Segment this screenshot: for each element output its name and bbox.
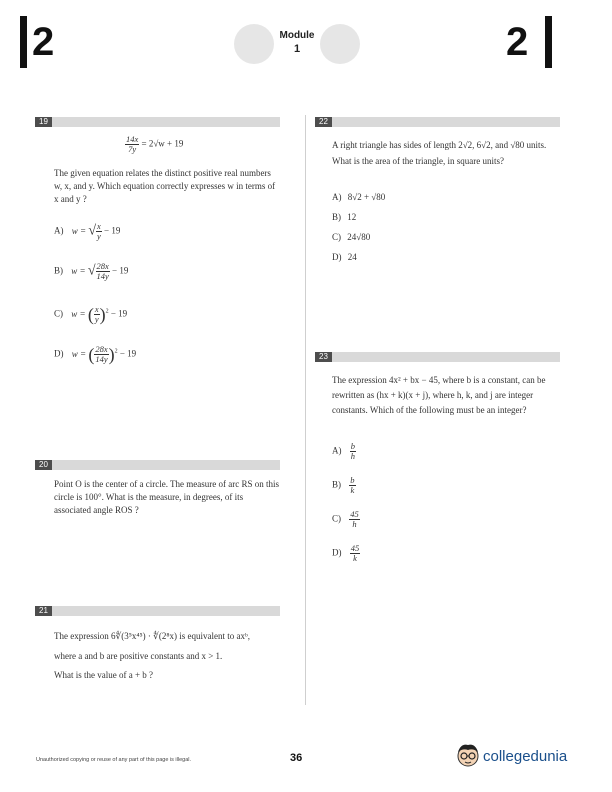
option-letter: C) [332, 232, 341, 242]
header-left-bar [20, 16, 27, 68]
option-den: y [97, 231, 101, 241]
copyright-notice: Unauthorized copying or reuse of any part of this page is illegal. [36, 757, 192, 763]
option-den: k [353, 553, 357, 563]
question-21-line1: The expression 6∜(3⁵x⁴⁵) · ∜(2⁸x) is equivalent to axᵇ, [54, 631, 251, 641]
q22-option-a[interactable] [332, 192, 385, 202]
question-20-number: 20 [35, 460, 52, 470]
option-exponent: 2 [105, 308, 109, 315]
page-number: 36 [290, 752, 303, 764]
question-19-number: 19 [35, 117, 52, 127]
q23-option-d[interactable] [332, 544, 360, 563]
option-num: b [350, 441, 355, 451]
option-tail: − 19 [112, 265, 129, 276]
question-20-prompt: Point O is the center of a circle. The measure of arc RS on this circle is 100°. What is the measure, in degrees, of its associated angle ROS ? [54, 479, 280, 515]
question-21-line3: What is the value of a + b ? [54, 670, 154, 680]
option-letter: A) [332, 445, 342, 456]
header-right-bar [545, 16, 552, 68]
q19-option-d[interactable]: D) w = ( $\frac{28x}{14y}$ )$^2$ − 19 [54, 344, 137, 365]
question-20-header [35, 460, 280, 470]
option-letter: B) [332, 479, 341, 490]
option-text: 24 [347, 252, 357, 262]
question-19-header [35, 117, 280, 127]
option-letter: D) [332, 252, 342, 262]
question-22-number: 22 [315, 117, 332, 127]
option-tail: − 19 [119, 348, 137, 359]
option-text: 12 [347, 212, 357, 222]
q23-option-a[interactable] [332, 442, 356, 461]
option-letter: C) [54, 308, 63, 319]
option-exponent: 2 [114, 348, 118, 355]
question-23-header [315, 352, 560, 362]
option-letter: C) [332, 513, 341, 524]
q22-option-b[interactable] [332, 212, 356, 222]
brand-mascot-icon [455, 742, 481, 768]
option-lhs: w = [71, 225, 87, 236]
question-19-prompt: The given equation relates the distinct positive real numbers w, x, and y. Which equation correctly expresses w in terms of x and y ? [54, 168, 276, 204]
column-divider [305, 115, 306, 705]
option-tail: − 19 [104, 225, 121, 236]
option-lhs: w = [71, 265, 86, 276]
option-den: y [94, 314, 99, 324]
option-letter: D) [54, 348, 64, 359]
option-den: k [350, 485, 355, 495]
option-num: 45 [350, 543, 360, 553]
option-num: x [94, 304, 99, 314]
option-letter: B) [332, 212, 341, 222]
option-num: 28x [95, 344, 108, 354]
q22-option-c[interactable] [332, 232, 370, 242]
option-letter: B) [54, 265, 63, 276]
question-23-prompt: The expression 4x² + bx − 45, where b is a constant, can be rewritten as (hx + k)(x + j), where h, k, and j are integer constants. Which of the following must be an integer? [332, 375, 546, 415]
option-den: 14y [95, 354, 108, 364]
option-text: 24√80 [347, 232, 371, 242]
option-letter: A) [54, 225, 64, 236]
option-num: x [97, 221, 101, 231]
question-22-header [315, 117, 560, 127]
option-lhs: w = [71, 348, 87, 359]
q19-option-c[interactable]: C) w = ( $\frac{x}{y}$ )$^2$ − 19 [54, 304, 128, 325]
q19-option-a[interactable]: A) w = √ $\frac{x}{y}$ − 19 [54, 221, 121, 241]
option-num: 45 [350, 509, 359, 519]
question-21-number: 21 [35, 606, 52, 616]
question-21-line2: where a and b are positive constants and x > 1. [54, 651, 223, 661]
eq-denominator: 7y [128, 144, 137, 154]
option-tail: − 19 [110, 308, 128, 319]
q19-option-b[interactable]: B) w = √ $\frac{28x}{14y}$ − 19 [54, 261, 129, 281]
brand-name: collegedunia [483, 748, 568, 765]
option-letter: D) [332, 547, 342, 558]
eq-rhs: = 2√w + 19 [141, 138, 184, 149]
question-23-number: 23 [315, 352, 332, 362]
option-letter: A) [332, 192, 342, 202]
header-circle-left [234, 24, 274, 64]
module-number-right: 2 [506, 20, 529, 64]
question-19-equation [125, 135, 183, 154]
option-num: 28x [96, 261, 109, 271]
q23-option-c[interactable] [332, 510, 360, 529]
option-lhs: w = [71, 308, 86, 319]
q23-option-b[interactable] [332, 476, 356, 495]
option-text: 8√2 + √80 [347, 192, 386, 202]
option-num: b [350, 475, 355, 485]
question-21-header [35, 606, 280, 616]
option-den: 14y [96, 271, 109, 281]
option-den: h [352, 519, 357, 529]
module-number-left: 2 [32, 20, 55, 64]
question-22-prompt: A right triangle has sides of length 2√2, 6√2, and √80 units. What is the area of the triangle, in square units? [332, 140, 547, 166]
module-number: 1 [293, 43, 301, 55]
option-den: h [350, 451, 355, 461]
header-circle-right [320, 24, 360, 64]
module-label: Module [279, 30, 315, 41]
eq-numerator: 14x [126, 134, 139, 144]
q22-option-d[interactable] [332, 252, 357, 262]
